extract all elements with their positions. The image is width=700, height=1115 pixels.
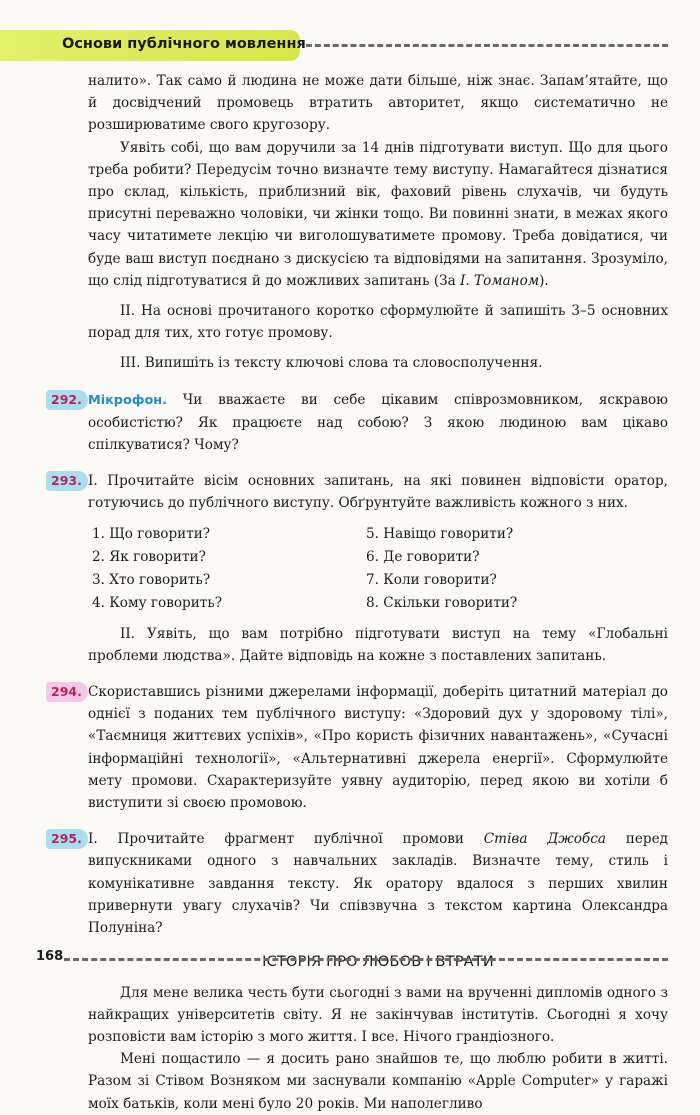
- list-item: 5. Навіщо говорити?: [366, 525, 514, 542]
- footer-divider: [64, 958, 668, 961]
- exercise-number-badge: 293.: [46, 471, 88, 491]
- exercise-keyword: Мікрофон.: [88, 392, 167, 408]
- task-3: III. Випишіть із тексту ключові слова та словосполучення.: [120, 355, 543, 372]
- list-item: 2. Як говорити?: [92, 548, 206, 565]
- source-author: І. Томаном: [460, 272, 540, 289]
- paragraph-continuation: налито». Так само й людина не може дати більше, ніж знає. Запам’ятайте, що й досвідчений промовець втратить авторитет, якщо систематично не розширюватиме свого кругозору.: [88, 73, 668, 134]
- list-item: 6. Де говорити?: [366, 548, 480, 565]
- exercise-number-badge: 294.: [46, 682, 88, 702]
- speech-paragraph: Для мене велика честь бути сьогодні з вами на врученні дипломів одного з найкращих університетів світу. Я не закінчував інститутів. Сьогодні я хочу розповісти вам історію з мого життя. І все. Нічого грандіозного.: [88, 984, 668, 1045]
- exercise-294: 294. Скориставшись різними джерелами інформації, доберіть цитатний матеріал до однієї з поданих тем публічного виступу: «Здоровий дух у здоровому тілі», «Таємниця життєвих успіхів», «Про користь фізичних навантажень», «Сучасні інформаційні технології», «Альтернативні джерела енергії». Сформулюйте мету промови. Схарактеризуйте уявну аудиторію, перед якою ви хотіли б виступити зі своєю промовою.: [88, 681, 668, 814]
- exercise-295: 295. І. Прочитайте фрагмент публічної промови Стіва Джобса перед випускниками одного з навчальних закладів. Визначте тему, стиль і комунікативне завдання тексту. Як оратору вдалося з перших хвилин привернути увагу слухачів? Чи співзвучна з текстом картина Олександра Полуніна?: [88, 828, 668, 939]
- exercise-293: 293. І. Прочитайте вісім основних запитань, на які повинен відповісти оратор, готуючись до публічного виступу. Обґрунтуйте важливість кожного з них.: [88, 470, 668, 514]
- list-item: 1. Що говорити?: [92, 525, 211, 542]
- paragraph-preparation: Уявіть собі, що вам доручили за 14 днів підготувати виступ. Що для цього треба робити? Передусім точно визначте тему виступу. Намагайтеся дізнатися про склад, кількість, приблизний вік, фаховий рівень слухачів, чи будуть присутні переважно чоловіки, чи жінки тощо. Ви повинні знати, в межах якого часу читатимете лекцію чи виголошуватимете промову. Треба довідатися, чи буде ваш виступ поєднано з дискусією та відповідями на запитання. Зрозуміло, що слід підготуватися й до можливих запитань (За І. Томаном).: [88, 139, 668, 289]
- chapter-title: Основи публічного мовлення: [62, 36, 306, 52]
- speech-paragraph: Мені пощастило — я досить рано знайшов те, що люблю робити в житті. Разом зі Стівом Возняком ми заснували компанію «Apple Computer» у гаражі моїх батьків, коли мені було 20 років. Ми наполегливо: [88, 1051, 668, 1112]
- exercise-293-part-2: II. Уявіть, що вам потрібно підготувати виступ на тему «Глобальні проблеми людства». Дайте відповідь на кожне з поставлених запитань.: [88, 625, 668, 664]
- list-item: 4. Кому говорить?: [92, 594, 223, 611]
- exercise-number-badge: 292.: [46, 390, 88, 410]
- list-item: 8. Скільки говорити?: [366, 594, 518, 611]
- task-2: II. На основі прочитаного коротко сформулюйте й запишіть 3–5 основних порад для тих, хто готує промову.: [88, 303, 668, 342]
- speech-title: ІСТОРІЯ ПРО ЛЮБОВ І ВТРАТИ: [262, 954, 494, 971]
- header-divider: [306, 44, 668, 47]
- page-number: 168: [36, 949, 64, 964]
- exercise-292: 292. Мікрофон. Чи вважаєте ви себе цікавим співрозмовником, яскравою особистістю? Як працюєте над собою? З якою людиною вам цікаво спілкуватися? Чому?: [88, 389, 668, 457]
- questions-list: [88, 523, 668, 615]
- speaker-name: Стіва Джобса: [483, 831, 606, 848]
- list-item: 7. Коли говорити?: [366, 571, 497, 588]
- list-item: 3. Хто говорить?: [92, 571, 211, 588]
- exercise-number-badge: 295.: [46, 829, 88, 849]
